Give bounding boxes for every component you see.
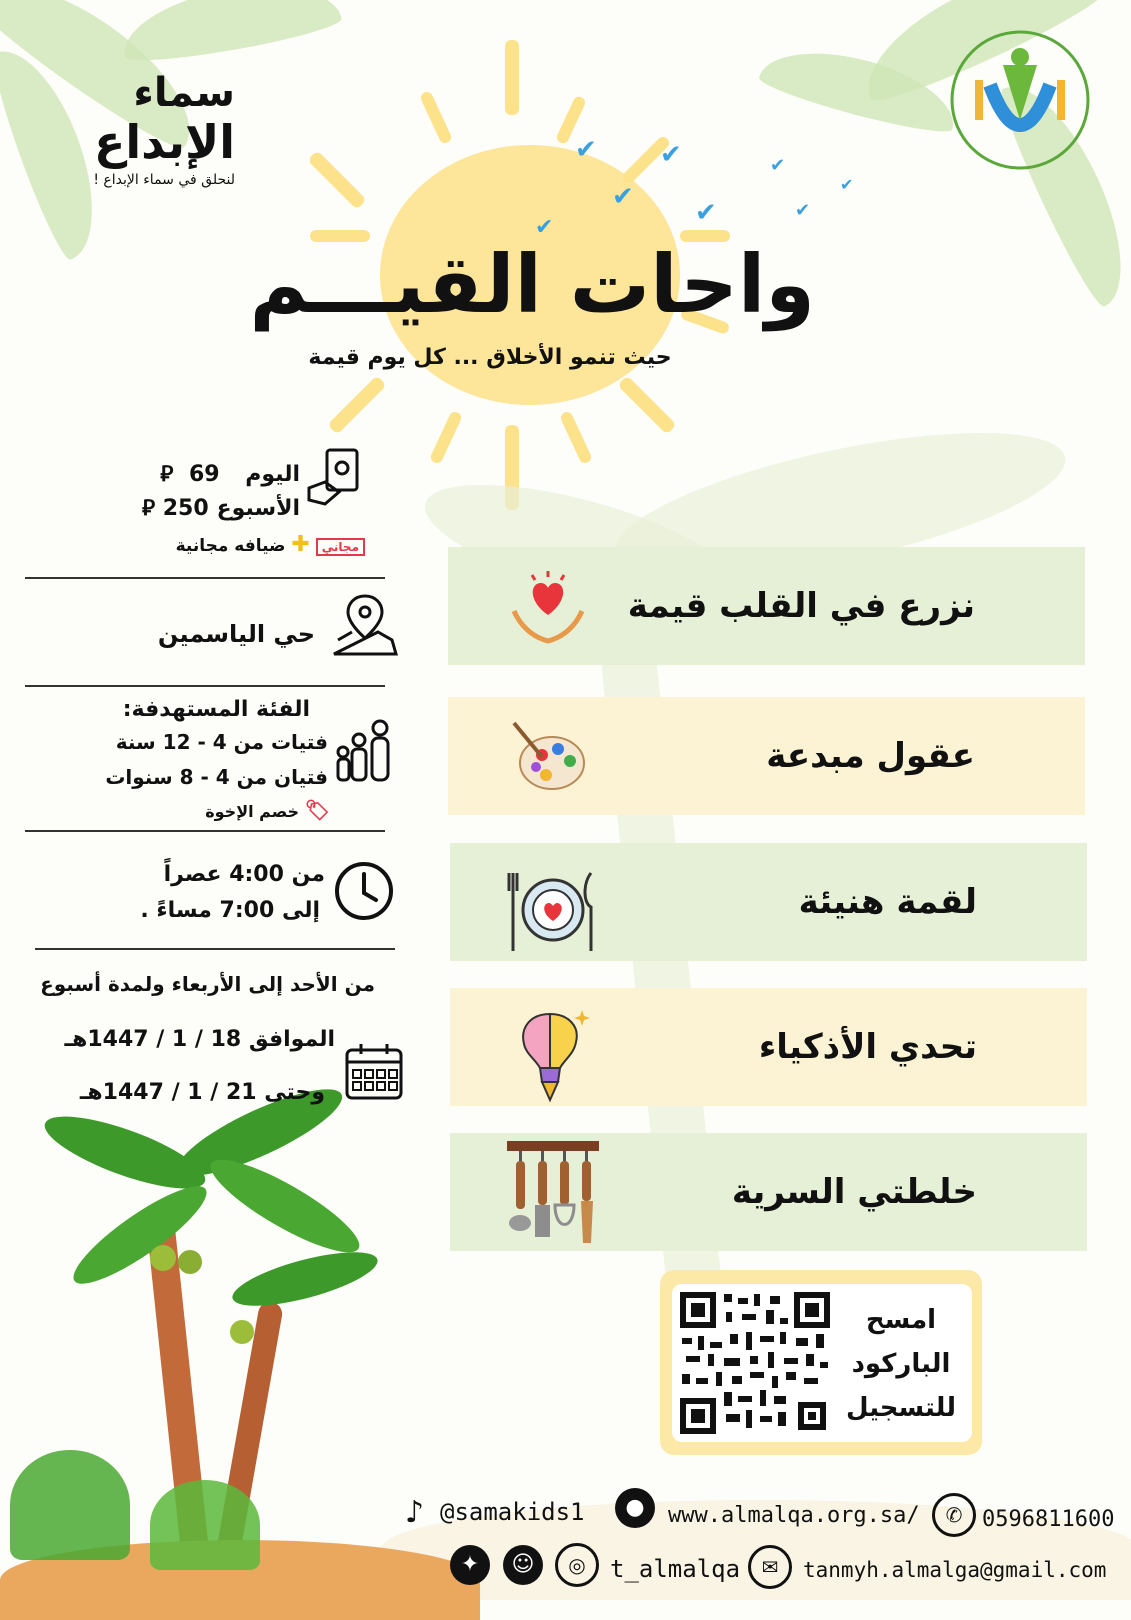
qr-instruction-line1: امسح <box>865 1305 937 1335</box>
activity-item <box>450 1133 1087 1251</box>
activity-item <box>448 697 1085 815</box>
discount-tag-icon: 🏷 <box>304 798 330 822</box>
price-week-value: 250 <box>162 496 209 521</box>
brand-name-line2: الإبداع <box>93 115 235 169</box>
brand-name-line1: سماء <box>133 70 235 116</box>
activity-label: نزرع في القلب قيمة <box>627 586 975 626</box>
phone-icon: ✆ <box>932 1493 976 1537</box>
sibling-discount-row <box>180 798 330 822</box>
plate-cutlery-icon <box>505 863 600 943</box>
hero-title: واحات القيـــم <box>249 238 815 331</box>
kitchen-utensils-icon <box>505 1139 600 1247</box>
activity-item <box>450 988 1087 1106</box>
hospitality-row <box>150 532 365 557</box>
map-pin-icon <box>330 592 400 657</box>
qr-code[interactable] <box>680 1292 830 1434</box>
activity-label: لقمة هنيئة <box>798 882 977 922</box>
phone-number[interactable]: 0596811600 <box>982 1507 1115 1532</box>
time-from: من 4:00 عصراً <box>163 862 325 887</box>
org-logo-icon <box>945 25 1095 175</box>
org-logo <box>945 25 1095 175</box>
location-text: حي الياسمين <box>157 620 315 648</box>
divider <box>25 830 385 832</box>
money-hand-icon <box>305 448 365 508</box>
schedule-end: وحتى 21 / 1 / 1447هـ <box>79 1080 325 1105</box>
activity-item <box>450 843 1087 961</box>
location-pin-icon: ● <box>615 1488 655 1528</box>
activity-item <box>448 547 1085 665</box>
price-day-label: اليوم <box>245 462 300 487</box>
bird-icon: ✔ <box>535 215 554 240</box>
activity-label: خلطتي السرية <box>731 1172 977 1212</box>
tiktok-icon[interactable]: ♪ <box>405 1495 425 1530</box>
instagram-handle[interactable]: t_almalqa <box>610 1555 741 1583</box>
divider <box>25 685 385 687</box>
brain-bulb-icon <box>510 1008 590 1088</box>
divider <box>35 948 395 950</box>
snapchat-icon[interactable]: ☺ <box>503 1545 543 1585</box>
qr-code-panel <box>660 1270 982 1455</box>
bird-icon: ✔ <box>795 200 811 221</box>
calendar-icon <box>343 1040 405 1102</box>
email-icon: ✉ <box>748 1545 792 1589</box>
clock-icon <box>333 860 395 922</box>
price-day-value: 69 <box>189 462 220 487</box>
qr-instruction-line2: الباركود <box>851 1349 951 1379</box>
price-week-label: الأسبوع <box>216 496 300 521</box>
schedule-start: الموافق 18 / 1 / 1447هـ <box>64 1027 335 1052</box>
qr-instruction-line3: للتسجيل <box>845 1393 956 1423</box>
bird-icon: ✔ <box>695 198 717 228</box>
email-address[interactable]: tanmyh.almalga@gmail.com <box>803 1558 1107 1582</box>
price-day-row <box>135 460 300 488</box>
audience-heading: الفئة المستهدفة: <box>122 697 310 722</box>
bird-icon: ✔ <box>612 182 634 212</box>
activity-label: تحدي الأذكياء <box>758 1027 977 1067</box>
hero-subtitle: حيث تنمو الأخلاق ... كل يوم قيمة <box>308 345 672 370</box>
currency-icon: ⃁ <box>141 496 156 521</box>
bird-icon: ✔ <box>770 155 786 176</box>
brand-tagline: لنحلق في سماء الإبداع ! <box>93 172 235 188</box>
time-to: إلى 7:00 مساءً . <box>140 898 320 923</box>
paint-palette-icon <box>508 717 588 797</box>
family-icon <box>335 718 400 783</box>
currency-icon: ⃁ <box>160 462 174 487</box>
audience-boys: فتيان من 4 - 8 سنوات <box>105 765 328 789</box>
heart-hands-icon <box>508 567 588 647</box>
activity-label: عقول مبدعة <box>766 736 975 776</box>
bird-icon: ✔ <box>575 135 597 165</box>
brand-logo <box>55 70 235 188</box>
hospitality-text: ضيافه مجانية <box>175 536 286 556</box>
bird-icon: ✔ <box>840 175 854 194</box>
audience-girls: فتيات من 4 - 12 سنة <box>115 730 328 754</box>
schedule-days: من الأحد إلى الأربعاء ولمدة أسبوع <box>40 972 375 996</box>
bird-icon: ✔ <box>660 140 682 170</box>
plus-icon: ✚ <box>291 532 310 557</box>
sibling-discount-text: خصم الإخوة <box>205 802 300 821</box>
twitter-icon[interactable]: ✦ <box>450 1545 490 1585</box>
price-week-row <box>135 494 300 522</box>
tiktok-handle[interactable]: @samakids1 <box>440 1498 585 1526</box>
divider <box>25 577 385 579</box>
website-link[interactable]: www.almalqa.org.sa/ <box>668 1503 920 1528</box>
qr-instruction <box>834 1298 968 1430</box>
instagram-icon[interactable]: ◎ <box>555 1543 599 1587</box>
free-badge: مجاني <box>316 538 365 556</box>
